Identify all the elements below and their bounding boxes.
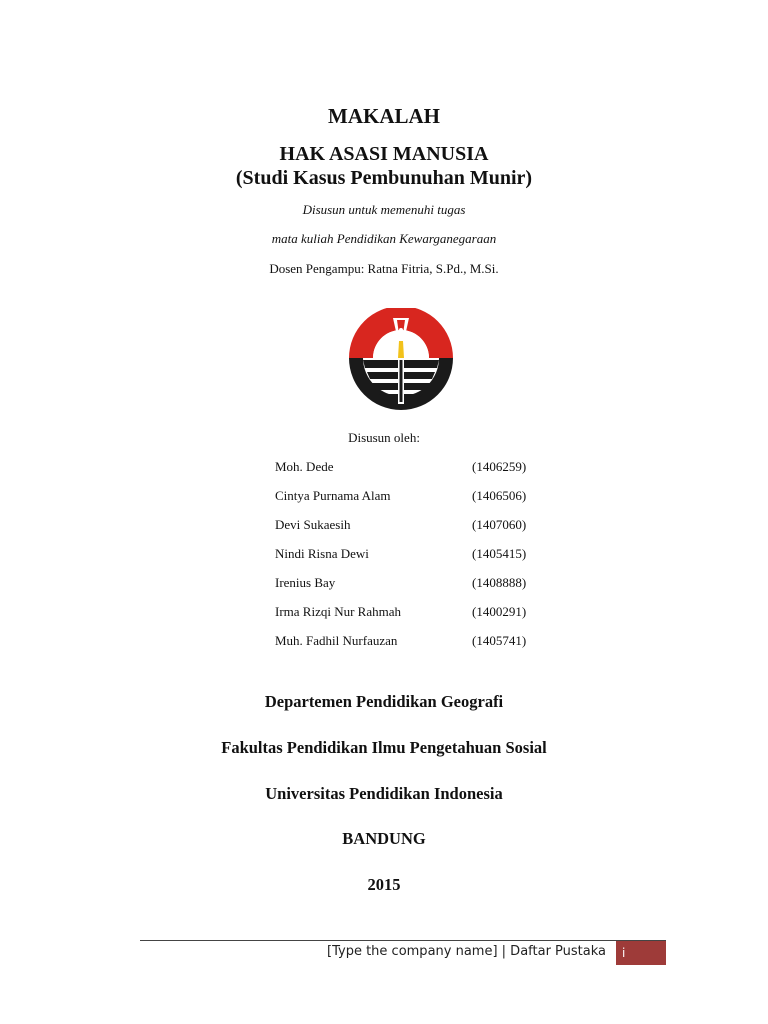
member-name: Irenius Bay: [275, 575, 336, 590]
member-name: Muh. Fadhil Nurfauzan: [275, 633, 398, 648]
member-id: (1408888): [472, 575, 527, 590]
member-name: Devi Sukaesih: [275, 517, 351, 532]
page-number-badge: i: [616, 941, 666, 965]
document-topic: HAK ASASI MANUSIA: [279, 143, 489, 165]
member-name: Nindi Risna Dewi: [275, 546, 369, 561]
case-study-subtitle: (Studi Kasus Pembunuhan Munir): [235, 167, 533, 189]
member-name: Irma Rizqi Nur Rahmah: [275, 604, 401, 619]
member-name: Cintya Purnama Alam: [275, 488, 391, 503]
purpose-line-1: Disusun untuk memenuhi tugas: [302, 202, 466, 217]
member-id: (1406259): [472, 459, 527, 474]
member-name: Moh. Dede: [275, 459, 334, 474]
document-title: MAKALAH: [328, 104, 440, 128]
member-id: (1407060): [472, 517, 527, 532]
year: 2015: [367, 875, 401, 894]
faculty-name: Fakultas Pendidikan Ilmu Pengetahuan Sosial: [221, 738, 547, 757]
member-id: (1400291): [472, 604, 527, 619]
footer-divider: [140, 940, 666, 941]
footer-text: [Type the company name] | Daftar Pustaka: [327, 944, 606, 959]
member-id: (1405415): [472, 546, 527, 561]
lecturer-line: Dosen Pengampu: Ratna Fitria, S.Pd., M.Si.: [269, 261, 499, 276]
department-name: Departemen Pendidikan Geografi: [264, 692, 504, 711]
university-name: Universitas Pendidikan Indonesia: [265, 784, 503, 803]
university-emblem-icon: [345, 308, 457, 414]
member-id: (1406506): [472, 488, 527, 503]
compiled-by-label: Disusun oleh:: [348, 430, 420, 445]
city-name: BANDUNG: [342, 829, 426, 848]
purpose-line-2: mata kuliah Pendidikan Kewarganegaraan: [271, 231, 497, 246]
member-id: (1405741): [472, 633, 527, 648]
